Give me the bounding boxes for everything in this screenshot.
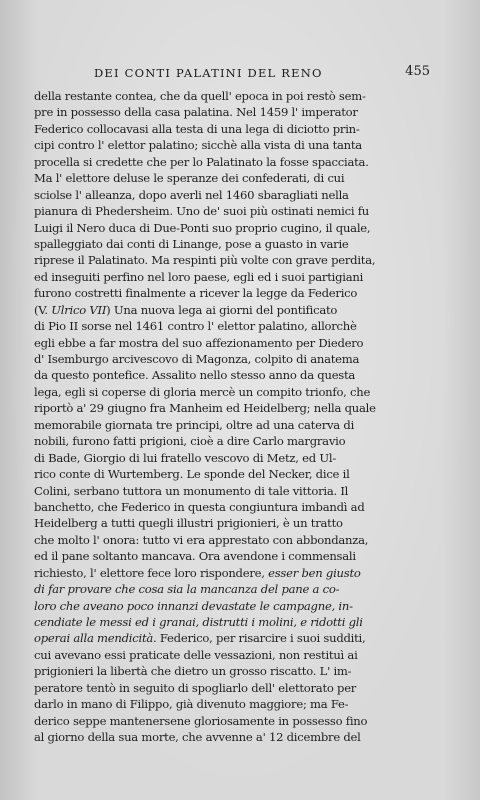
text-run: Heidelberg a tutti quegli illustri prigionieri, è un tratto — [34, 516, 343, 531]
text-run: della restante contea, che da quell' epoca in poi restò sem- — [34, 89, 366, 103]
text-run: rico conte di Wurtemberg. Le sponde del Necker, dice il — [34, 467, 350, 482]
text-line — [34, 154, 448, 170]
text-run: Luigi il Nero duca di Due-Ponti suo proprio cugino, il quale, — [34, 220, 371, 235]
text-run: Federico, per risarcire i suoi sudditi, — [156, 631, 366, 646]
text-run: memorabile giornata tre principi, oltre ad una caterva di — [34, 417, 355, 432]
italic-text-run: cendiate le messi ed i granai, distrutti i molini, e ridotti gli — [34, 615, 363, 629]
text-line — [34, 285, 448, 301]
text-line — [34, 417, 448, 433]
text-line — [34, 187, 448, 203]
text-line — [34, 433, 448, 449]
text-run: di Pio II sorse nel 1461 contro l' elettor palatino, allorchè — [34, 319, 357, 334]
text-run: spalleggiato dai conti di Linange, pose a guasto in varie — [34, 236, 349, 251]
text-line — [34, 367, 448, 383]
body-text — [34, 88, 448, 746]
text-line — [34, 581, 448, 597]
text-line — [34, 548, 448, 564]
italic-text-run: Ulrico VII — [51, 302, 107, 317]
text-line — [34, 630, 448, 646]
text-line — [34, 483, 448, 499]
text-run: pre in possesso della casa palatina. Nel 1459 l' imperator — [34, 105, 358, 120]
text-line — [34, 269, 448, 285]
text-run: procella si credette che per lo Palatinato la fosse spacciata. — [34, 154, 369, 169]
text-line — [34, 532, 448, 548]
text-run: pianura di Phedersheim. Uno de' suoi più ostinati nemici fu — [34, 204, 370, 219]
text-run: nobili, furono fatti prigioni, cioè a dire Carlo margravio — [34, 434, 346, 449]
text-run: riportò a' 29 giugno fra Manheim ed Heidelberg; nella quale — [34, 401, 376, 416]
text-run: lega, egli si coperse di gloria mercè un compito trionfo, che — [34, 384, 371, 399]
text-run: derico seppe mantenersene gloriosamente in possesso fino — [34, 713, 368, 728]
text-line — [34, 335, 448, 351]
text-line — [34, 351, 448, 367]
text-line — [34, 137, 448, 153]
text-line — [34, 252, 448, 268]
text-line — [34, 499, 448, 515]
text-run: egli ebbe a far mostra del suo affezionamento per Diedero — [34, 335, 364, 350]
text-line — [34, 647, 448, 663]
text-line — [34, 170, 448, 186]
text-run: darlo in mano di Filippo, già divenuto maggiore; ma Fe- — [34, 697, 349, 712]
text-run: (V. — [34, 302, 52, 317]
text-run: al giorno della sua morte, che avvenne a' 12 dicembre del — [34, 730, 361, 745]
text-run: richiesto, l' elettore fece loro rispondere, — [34, 565, 269, 580]
italic-text-run: di far provare che cosa sia la mancanza del pane a co- — [34, 582, 340, 597]
text-run: Ma l' elettore deluse le speranze dei confederati, di cui — [34, 171, 345, 186]
text-line — [34, 104, 448, 120]
text-line — [34, 713, 448, 729]
text-line — [34, 450, 448, 466]
text-line — [34, 680, 448, 696]
text-line — [34, 302, 448, 318]
text-line — [34, 565, 448, 581]
text-run: cui avevano essi praticate delle vessazioni, non restituì ai — [34, 647, 358, 662]
italic-text-run: operai alla mendicità. — [34, 631, 157, 646]
text-run: prigionieri la libertà che dietro un grosso riscatto. L' im- — [34, 664, 352, 679]
text-line — [34, 236, 448, 252]
text-line — [34, 400, 448, 416]
text-line — [34, 318, 448, 334]
text-line — [34, 663, 448, 679]
text-run: cipi contro l' elettor palatino; sicchè alla vista di una tanta — [34, 138, 362, 153]
text-line — [34, 466, 448, 482]
text-line — [34, 515, 448, 531]
text-line — [34, 88, 448, 104]
text-run: da questo pontefice. Assalito nello stesso anno da questa — [34, 368, 356, 383]
text-line — [34, 203, 448, 219]
italic-text-run: esser ben giusto — [268, 565, 361, 580]
text-run: che molto l' onora: tutto vi era apprestato con abbondanza, — [34, 532, 369, 547]
text-run: Colini, serbano tuttora un monumento di tale vittoria. Il — [34, 483, 349, 498]
text-run: d' Isemburgo arcivescovo di Magonza, colpito di anatema — [34, 352, 360, 366]
text-run: ed inseguiti perfino nel loro paese, egli ed i suoi partigiani — [34, 269, 364, 284]
text-line — [34, 614, 448, 630]
text-run: di Bade, Giorgio di lui fratello vescovo di Metz, ed Ul- — [34, 450, 337, 465]
text-run: furono costretti finalmente a ricever la legge da Federico — [34, 286, 358, 301]
text-line — [34, 220, 448, 236]
text-run: riprese il Palatinato. Ma respinti più volte con grave perdita, — [34, 253, 376, 268]
italic-text-run: loro che aveano poco innanzi devastate le campagne, in- — [34, 598, 353, 613]
page-number: 455 — [405, 64, 430, 79]
text-line — [34, 121, 448, 137]
text-line — [34, 384, 448, 400]
text-run: ) Una nuova lega ai giorni del pontificato — [106, 302, 338, 317]
running-title: DEI CONTI PALATINI DEL RENO — [94, 66, 323, 80]
running-head — [36, 62, 430, 84]
text-line — [34, 598, 448, 614]
text-run: Federico collocavasi alla testa di una lega di diciotto prin- — [34, 121, 360, 136]
text-run: ed il pane soltanto mancava. Ora avendone i commensali — [34, 549, 356, 564]
text-line — [34, 696, 448, 712]
text-line — [34, 729, 448, 745]
text-run: banchetto, che Federico in questa congiuntura imbandì ad — [34, 499, 365, 514]
text-run: sciolse l' alleanza, dopo averli nel 1460 sbaragliati nella — [34, 187, 349, 202]
text-run: peratore tentò in seguito di spogliarlo dell' elettorato per — [34, 680, 357, 695]
